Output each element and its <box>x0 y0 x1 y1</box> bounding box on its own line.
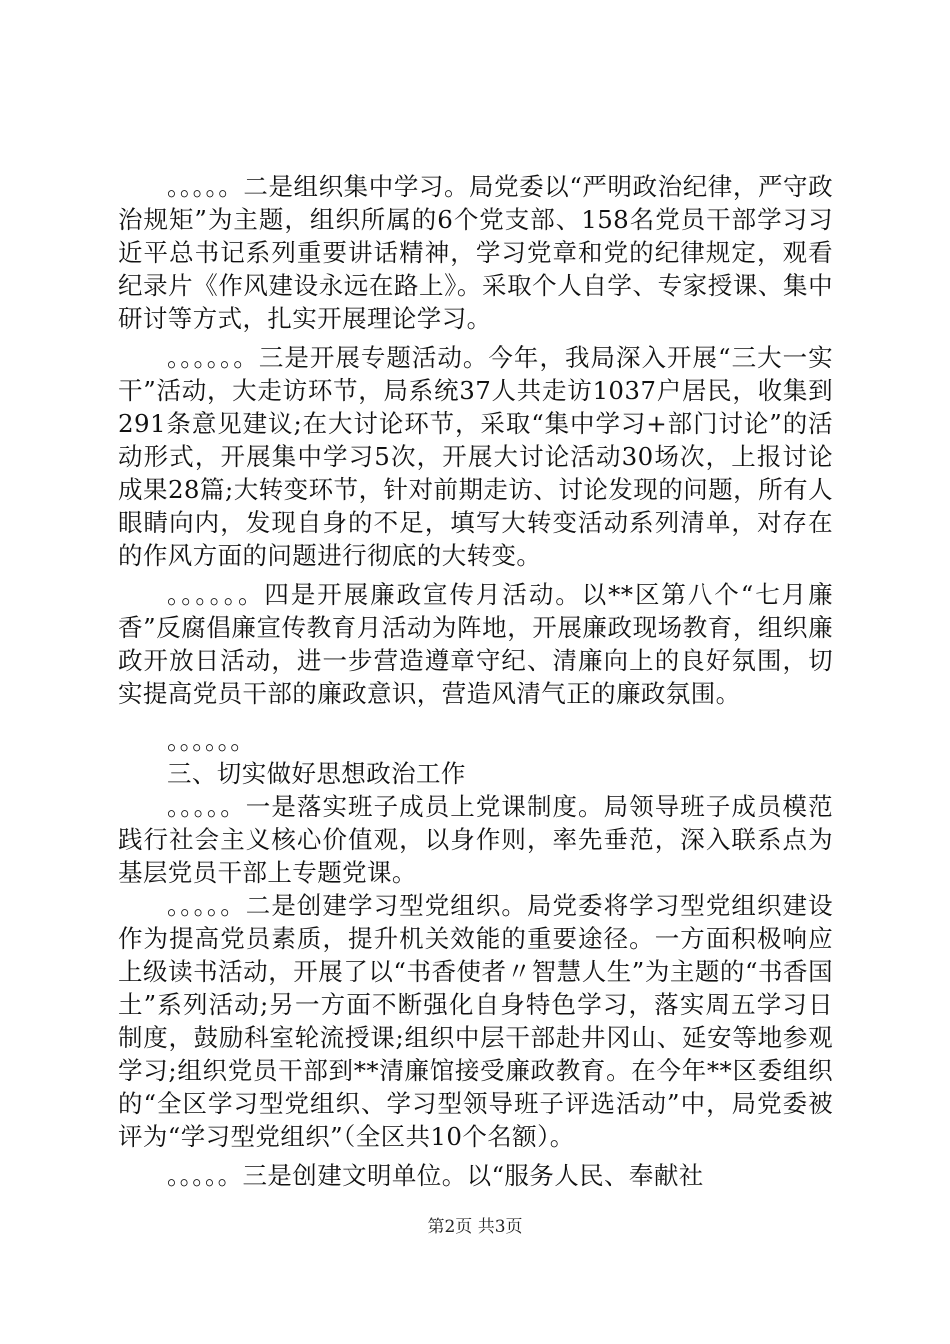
paragraph-party-lecture: 。。。。。一是落实班子成员上党课制度。局领导班子成员模范践行社会主义核心价值观，以身作则，率先垂范，深入联系点为基层党员干部上专题党课。 <box>118 792 833 887</box>
paragraph-special-activities: 。。。。。。三是开展专题活动。今年，我局深入开展“三大一实干”活动，大走访环节，局系统37人共走访1037户居民，收集到291条意见建议;在大讨论环节，采取“集中学习+部门讨论”的活动形式，开展集中学习5次，开展大讨论活动30场次，上报讨论成果28篇;大转变环节，针对前期走访、讨论发现的问题，所有人眼睛向内，发现自身的不足，填写大转变活动系列清单，对存在的作风方面的问题进行彻底的大转变。 <box>118 343 833 570</box>
paragraph-organize-study: 。。。。。二是组织集中学习。局党委以“严明政治纪律，严守政治规矩”为主题，组织所属的6个党支部、158名党员干部学习习近平总书记系列重要讲话精神，学习党章和党的纪律规定，观看纪录片《作风建设永远在路上》。采取个人自学、专家授课、集中研讨等方式，扎实开展理论学习。 <box>118 172 833 333</box>
paragraph-learning-organization: 。。。。。二是创建学习型党组织。局党委将学习型党组织建设作为提高党员素质，提升机关效能的重要途径。一方面积极响应上级读书活动，开展了以“书香使者〃智慧人生”为主题的“书香国土”系列活动;另一方面不断强化自身特色学习，落实周五学习日制度，鼓励科室轮流授课;组织中层干部赴井冈山、延安等地参观学习;组织党员干部到**清廉馆接受廉政教育。在今年**区委组织的“全区学习型党组织、学习型领导班子评选活动”中，局党委被评为“学习型党组织”（全区共10个名额）。 <box>118 891 833 1151</box>
paragraph-civilized-unit: 。。。。。三是创建文明单位。以“服务人民、奉献社 <box>167 1161 704 1190</box>
document-body <box>118 170 833 1192</box>
page-footer: 第2页 共3页 <box>427 1217 523 1237</box>
section-heading-ideological-work: 三、切实做好思想政治工作 <box>167 759 466 788</box>
paragraph-dots: 。。。。。。 <box>167 726 256 755</box>
paragraph-integrity-month: 。。。。。。四是开展廉政宣传月活动。以**区第八个“七月廉香”反腐倡廉宣传教育月活动为阵地，开展廉政现场教育，组织廉政开放日活动，进一步营造遵章守纪、清廉向上的良好氛围，切实提高党员干部的廉政意识，营造风清气正的廉政氛围。 <box>118 580 833 708</box>
